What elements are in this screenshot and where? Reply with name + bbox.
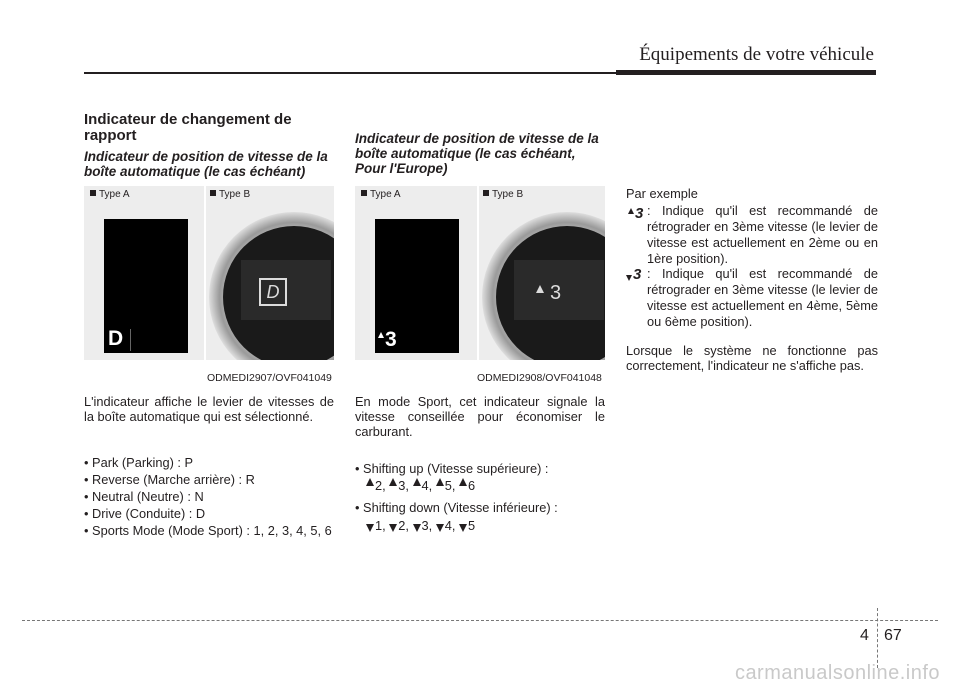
col2-subtitle: Indicateur de position de vitesse de la boîte automatique (le cas échéant, Pour l'Europe) <box>355 131 599 176</box>
arrow-down-icon <box>459 524 467 532</box>
arrow-down-icon <box>626 275 632 281</box>
list-item: • Reverse (Marche arrière) : R <box>84 472 255 487</box>
figure-label: Type B <box>210 189 250 200</box>
list-item: • Park (Parking) : P <box>84 455 194 470</box>
gear-letter-box: D <box>259 278 287 306</box>
col2-paragraph: En mode Sport, cet indicateur signale la vitesse conseillée pour économiser le carburant. <box>355 394 605 439</box>
col1-paragraph: L'indicateur affiche le levier de vitesses de la boîte automatique qui est sélectionné. <box>84 394 334 424</box>
list-item: • Neutral (Neutre) : N <box>84 489 204 504</box>
figure-caption: ODMEDI2908/OVF041048 <box>477 372 602 384</box>
example-down-text: : Indique qu'il est recommandé de rétrograder en 3ème vitesse (le levier de vitesse est actuellement en 4ème, 5ème ou 6ème position). <box>647 266 878 329</box>
figure-panel-type-b <box>479 186 605 360</box>
arrow-up-icon <box>366 478 374 486</box>
gauge-face <box>223 226 334 360</box>
col1-subtitle: Indicateur de position de vitesse de la boîte automatique (le cas échéant) <box>84 149 328 179</box>
figure-label: Type A <box>361 189 401 200</box>
figure-gear-indicator-1 <box>84 186 334 360</box>
gear-letter: D <box>108 327 124 350</box>
gear-down-symbol: 3 <box>626 266 641 283</box>
arrow-up-icon <box>389 478 397 486</box>
arrow-down-icon <box>366 524 374 532</box>
shift-down-values: 1, 2, 3, 4, 5 <box>355 518 607 533</box>
page-divider <box>877 608 878 668</box>
arrow-down-icon <box>436 524 444 532</box>
arrow-down-icon <box>413 524 421 532</box>
arrow-up-icon <box>536 285 544 293</box>
list-item: • Sports Mode (Mode Sport) : 1, 2, 3, 4, 5, 6 <box>84 523 332 538</box>
arrow-down-icon <box>389 524 397 532</box>
arrow-up-icon <box>413 478 421 486</box>
example-up-text: : Indique qu'il est recommandé de rétrograder en 3ème vitesse (le levier de vitesse est actuellement en 2ème ou en 1ère position). <box>647 203 878 266</box>
figure-panel-type-a <box>84 186 204 360</box>
gauge-ring <box>482 212 605 360</box>
example-label: Par exemple <box>626 186 698 201</box>
gear-recommendation: 3 <box>378 328 397 352</box>
shift-up-values: 2, 3, 4, 5, 6 <box>355 478 607 493</box>
cluster-display-a <box>104 219 188 353</box>
gear-recommendation: 3 <box>536 282 561 305</box>
figure-panel-type-b <box>206 186 334 360</box>
gauge-ring <box>209 212 334 360</box>
figure-gear-indicator-2 <box>355 186 605 360</box>
watermark-text: carmanualsonline.info <box>734 662 940 684</box>
chapter-number: 4 <box>860 627 869 644</box>
arrow-up-icon <box>628 208 634 214</box>
cluster-display-a <box>375 219 459 353</box>
arrow-up-icon <box>378 332 384 338</box>
figure-label: Type B <box>483 189 523 200</box>
section-title: Indicateur de changement de rapport <box>84 111 292 144</box>
figure-label: Type A <box>90 189 130 200</box>
gauge-face <box>496 226 605 360</box>
shift-down-item: • Shifting down (Vitesse inférieure) : 1, 2, 3, 4, 5 <box>355 500 607 533</box>
shift-up-item: • Shifting up (Vitesse supérieure) : 2, 3, 4, 5, 6 <box>355 461 607 493</box>
page-header-title: Équipements de votre véhicule <box>639 44 874 65</box>
note-paragraph: Lorsque le système ne fonctionne pas correctement, l'indicateur ne s'affiche pas. <box>626 343 878 373</box>
page-number: 67 <box>884 627 902 644</box>
figure-caption: ODMEDI2907/OVF041049 <box>207 372 332 384</box>
arrow-up-icon <box>436 478 444 486</box>
footer-rule <box>22 620 938 621</box>
gear-up-symbol: 3 <box>628 205 643 222</box>
arrow-up-icon <box>459 478 467 486</box>
list-item: • Drive (Conduite) : D <box>84 506 206 521</box>
gear-list <box>84 455 336 540</box>
figure-panel-type-a <box>355 186 477 360</box>
header-rule-accent <box>616 70 876 75</box>
